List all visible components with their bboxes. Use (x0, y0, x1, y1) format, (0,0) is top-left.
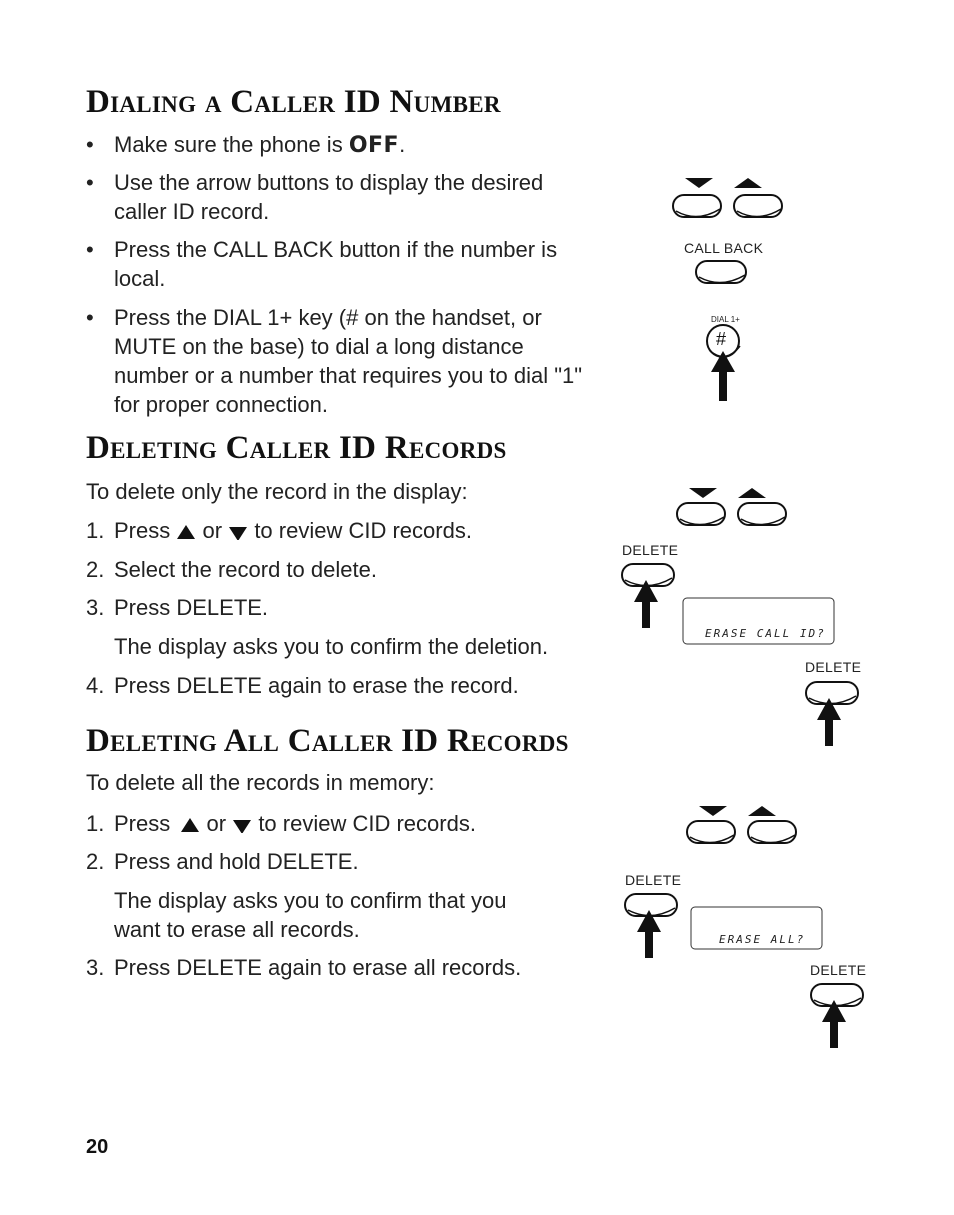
down-arrow-icon (689, 488, 717, 498)
press-arrow-icon (822, 1000, 846, 1048)
dial-1-plus-label: DIAL 1+ (711, 315, 740, 324)
delete-label: DELETE (805, 659, 862, 675)
arrow-buttons-figure-1 (668, 175, 792, 225)
delete-button-press (800, 678, 864, 750)
lcd-text: ERASE ALL? (719, 933, 806, 946)
hash-key-label: # (716, 329, 727, 349)
arrow-buttons-figure-3 (682, 803, 806, 853)
press-arrow-icon (634, 580, 658, 628)
delete-label: DELETE (622, 542, 679, 558)
delete-label: DELETE (810, 962, 867, 978)
scroll-down-button (673, 195, 721, 217)
section2-intro: To delete only the record in the display: (86, 479, 468, 504)
bullet-item (86, 168, 596, 226)
bullet-item (86, 235, 596, 293)
heading-deleting-caller-id: Deleting Caller ID Records (86, 430, 507, 466)
arrow-buttons-figure-2 (672, 485, 796, 535)
step-item: 3. Press DELETE. (86, 595, 269, 620)
bullet-text: Use the arrow buttons to display the desired caller ID record. (114, 170, 544, 224)
step-item: 2. Press and hold DELETE. (86, 849, 359, 874)
delete-label: DELETE (625, 872, 682, 888)
heading-deleting-all-caller-id: Deleting All Caller ID Records (86, 723, 569, 759)
delete-button-press (616, 560, 680, 632)
up-arrow-icon (738, 488, 766, 498)
step-note: The display asks you to confirm that you want to erase all records. (114, 888, 507, 942)
bullet-dot: • (86, 237, 94, 262)
bullet-text: Press the DIAL 1+ key (# on the handset, or MUTE on the base) to dial a long distance number or a number that requires you to dial "1" for proper connection. (114, 305, 583, 417)
up-arrow-icon (734, 178, 762, 188)
step-item: 4. Press DELETE again to erase the record. (86, 673, 519, 698)
bullet-item (86, 303, 596, 419)
bullet-dot: • (86, 170, 94, 195)
bullet-text: Make sure the phone is (114, 132, 349, 157)
bullet-dot: • (86, 305, 94, 330)
bullet-text-end: . (399, 132, 406, 157)
press-arrow-icon (711, 351, 735, 401)
press-arrow-icon (817, 698, 841, 746)
step-item: 1. Press or to review CID records. (86, 811, 476, 836)
off-keyword: OFF (348, 133, 400, 158)
up-arrow-icon (176, 524, 196, 540)
down-arrow-icon (699, 806, 727, 816)
step-note: The display asks you to confirm the deletion. (114, 634, 549, 659)
step-item: 1. Press or to review CID records. (86, 518, 472, 543)
down-arrow-icon (232, 817, 252, 833)
delete-button-press (805, 980, 869, 1052)
up-arrow-icon (176, 817, 200, 833)
down-arrow-icon (228, 524, 248, 540)
call-back-button (692, 258, 752, 288)
lcd-text: ERASE CALL ID? (705, 627, 826, 640)
bullet-dot: • (86, 132, 94, 157)
bullet-item (86, 130, 596, 160)
step-item: 3. Press DELETE again to erase all records. (86, 955, 522, 980)
page-number: 20 (86, 1136, 109, 1158)
press-arrow-icon (637, 910, 661, 958)
bullet-text: Press the CALL BACK button if the number is local. (114, 237, 558, 291)
step-item: 2. Select the record to delete. (86, 557, 377, 582)
delete-button-press (619, 890, 683, 962)
section3-intro: To delete all the records in memory: (86, 770, 435, 795)
heading-dialing-caller-id: Dialing a Caller ID Number (86, 84, 501, 120)
down-arrow-icon (685, 178, 713, 188)
up-arrow-icon (748, 806, 776, 816)
call-back-label: CALL BACK (684, 240, 764, 256)
scroll-up-button (734, 195, 782, 217)
